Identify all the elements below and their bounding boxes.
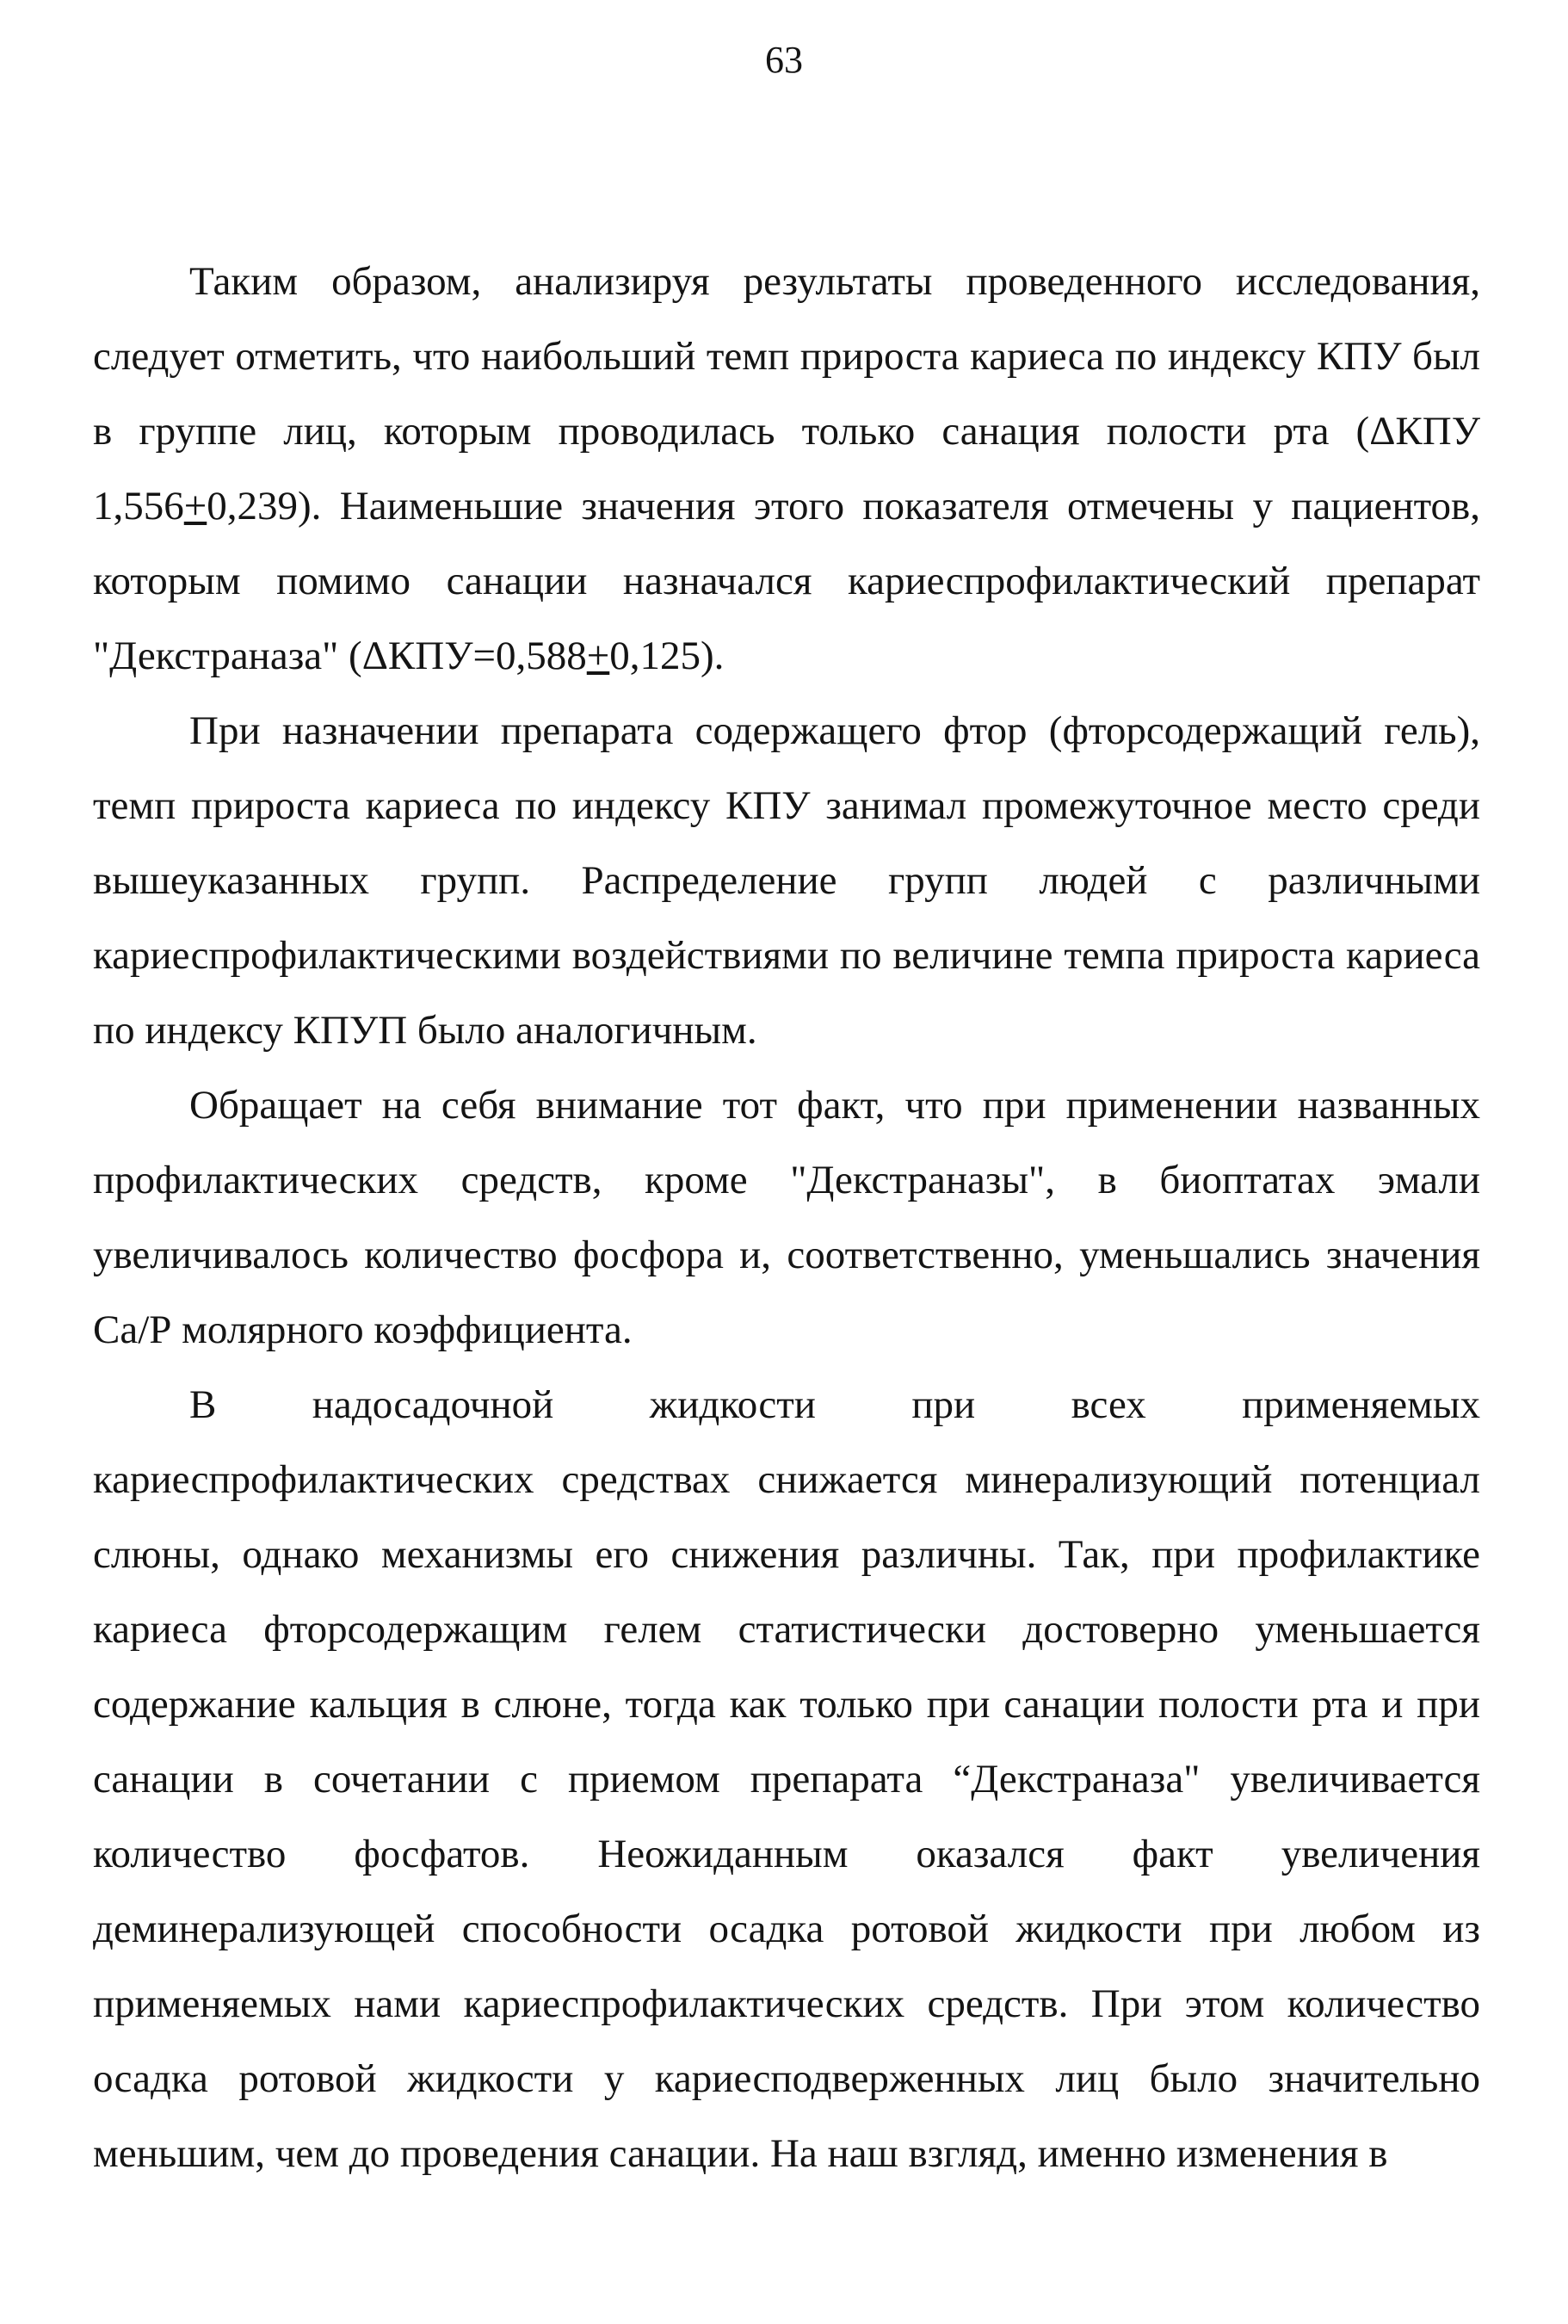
paragraph-2: При назначении препарата содержащего фтор (фторсодержащий гель), темп прироста кариеса по индексу КПУ занимал промежуточное место среди вышеуказанных групп. Распределение групп людей с различными кариеспрофилактическими воздействиями по величине темпа прироста кариеса по индексу КПУП было аналогичным. (93, 708, 1480, 1053)
page-number: 63 (765, 39, 803, 81)
paragraph-1-text-c: 0,125). (609, 634, 725, 678)
body-text (93, 244, 1480, 2191)
plus-minus-sign: + (586, 634, 610, 678)
paragraph-1-text-b: 0,239). Наименьшие значения этого показателя отмечены у пациентов, которым помимо санации назначался кариеспрофилактический препарат "Декстраназа" (ΔКПУ=0,588 (93, 484, 1480, 678)
paragraph-3: Обращает на себя внимание тот факт, что при применении названных профилактических средств, кроме "Декстраназы", в биоптатах эмали увеличивалось количество фосфора и, соответственно, уменьшались значения Са/Р молярного коэффициента. (93, 1083, 1480, 1352)
plus-minus-sign: + (183, 484, 207, 528)
paragraph-1-text-a: Таким образом, анализируя результаты проведенного исследования, следует отметить, что наибольший темп прироста кариеса по индексу КПУ был в группе лиц, которым проводилась только санация полости рта (ΔКПУ 1,556 (93, 259, 1480, 528)
paragraph-4: В надосадочной жидкости при всех применяемых кариеспрофилактических средствах снижается минерализующий потенциал слюны, однако механизмы его снижения различны. Так, при профилактике кариеса фторсодержащим гелем статистически достоверно уменьшается содержание кальция в слюне, тогда как только при санации полости рта и при санации в сочетании с приемом препарата “Декстраназа" увеличивается количество фосфатов. Неожиданным оказался факт увеличения деминерализующей способности осадка ротовой жидкости при любом из применяемых нами кариеспрофилактических средств. При этом количество осадка ротовой жидкости у кариесподверженных лиц было значительно меньшим, чем до проведения санации. На наш взгляд, именно изменения в (93, 1382, 1480, 2176)
paragraph-1 (93, 244, 1480, 694)
